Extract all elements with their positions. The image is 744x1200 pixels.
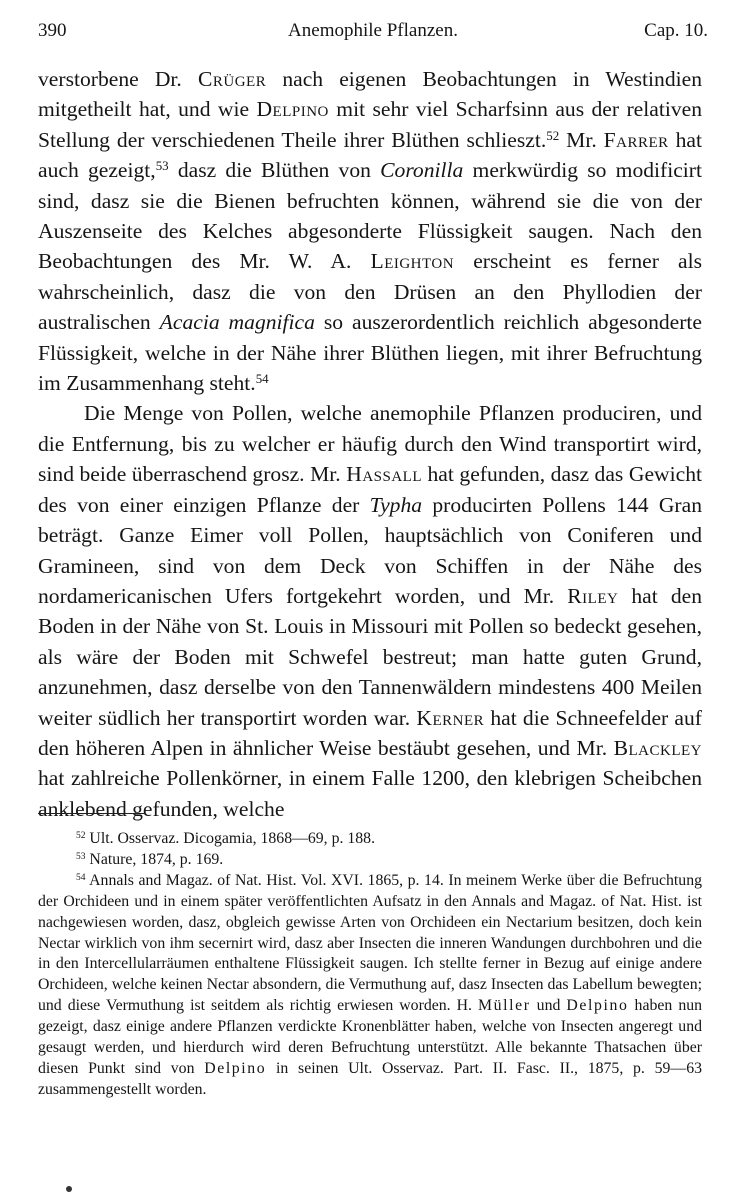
author-name: Blackley — [613, 735, 702, 760]
author-name: Hassall — [346, 462, 422, 487]
main-text — [38, 64, 702, 824]
footnote-52: $^{52}$ Ult. Osservaz. Dicogamia, 1868—69, p. 188. — [76, 830, 376, 847]
footnote-mark: 54 — [76, 872, 86, 883]
author-name: Delpino — [204, 1059, 267, 1077]
author-name: Müller — [478, 997, 531, 1015]
running-title: Anemophile Pflanzen. — [288, 20, 458, 41]
footnotes — [38, 829, 702, 1101]
paragraph-continued: verstorbene Dr. Crüger nach eigenen Beobachtungen in Westindien mitgetheilt hat, und wie Delpino mit sehr viel Scharfsinn aus der relativen Stellung der verschiedenen Theile ihrer Blüthen schlieszt.$^{52}$ Mr. Farrer hat auch gezeigt,$^{53}$ dasz die Blüthen von Coronilla merkwürdig so modificirt sind, dasz sie die Bienen befruchten können, während sie die von der Auszenseite des Kelches abgesonderte Flüssigkeit saugen. Nach den Beobachtungen des Mr. W. A. Leighton erscheint es ferner als wahrscheinlich, dasz die von den Drüsen an den Phyllodien der australischen Acacia magnifica so auszerordentlich reichlich abgesonderte Flüssigkeit, welche in der Nähe ihrer Blüthen liegen, mit ihrer Befruchtung im Zusammenhang steht.$^{54}$ — [38, 67, 703, 396]
page-number: 390 — [38, 20, 67, 41]
author-name: Riley — [567, 583, 619, 608]
author-name: Farrer — [603, 127, 669, 152]
ink-speck — [66, 1186, 72, 1192]
author-name: Leighton — [370, 249, 455, 274]
footnote-mark: 52 — [76, 830, 86, 841]
footnote-separator — [38, 813, 146, 814]
taxon-name: Acacia magnifica — [159, 310, 315, 335]
footnote-54: $^{54}$ Annals and Magaz. of Nat. Hist. Vol. XVI. 1865, p. 14. In meinem Werke über die Befruchtung der Orchideen und in einem später veröffentlichten Aufsatz in den Annals and Magaz. of Nat. Hist. ist nachgewiesen worden, dasz, obgleich gewisse Arten von Orchideen ein Nectarium besitzen, doch kein Nectar wirklich von ihm secernirt wird, dasz aber Insecten die inneren Wandungen durchbohren und die in den Intercellularräumen enthaltene Flüssigkeit saugen. Ich stellte ferner in Bezug auf einige andere Orchideen, welche keinen Nectar absondern, die Vermuthung auf, dasz Insecten das Labellum bewegten; und diese Vermuthung ist seitdem als richtig erwiesen worden. H. Müller und Delpino haben nun gezeigt, dasz einige andere Pflanzen verdickte Kronenblätter haben, welche von Insecten angeregt und gesaugt werden, und hierdurch wird deren Befruchtung unterstützt. Alle bekannte Thatsachen über diesen Punkt sind von Delpino in seinen Ult. Osservaz. Part. II. Fasc. II., 1875, p. 59—63 zusammengestellt worden. — [38, 871, 703, 1098]
running-header — [38, 20, 708, 46]
footnote-reference: 53 — [155, 158, 169, 174]
author-name: Delpino — [256, 97, 329, 122]
author-name: Kerner — [416, 705, 485, 730]
footnote-53: $^{53}$ Nature, 1874, p. 169. — [76, 850, 224, 868]
footnote-reference: 52 — [546, 127, 560, 143]
chapter-label: Cap. 10. — [644, 20, 708, 41]
footnote-reference: 54 — [255, 370, 269, 386]
author-name: Delpino — [566, 997, 629, 1015]
author-name: Crüger — [197, 67, 267, 91]
paragraph: Die Menge von Pollen, welche anemophile Pflanzen produciren, und die Entfernung, bis zu welcher er häufig durch den Wind transportirt wird, sind beide überraschend grosz. Mr. Hassall hat gefunden, dasz das Gewicht des von einer einzigen Pflanze der Typha producirten Pollens 144 Gran beträgt. Ganze Eimer voll Pollen, hauptsächlich von Coniferen und Gramineen, sind von dem Deck von Schiffen in der Nähe des nordamericanischen Ufers fortgekehrt worden, und Mr. Riley hat den Boden in der Nähe von St. Louis in Missouri mit Pollen so bedeckt gesehen, als wäre der Boden mit Schwefel bestreut; man hatte guten Grund, anzunehmen, dasz derselbe von den Tannenwäldern mindestens 400 Meilen weiter südlich her transportirt worden war. Kerner hat die Schneefelder auf den höheren Alpen in ähnlicher Weise bestäubt gesehen, und Mr. Blackley hat zahlreiche Pollenkörner, in einem Falle 1200, den klebrigen Scheibchen anklebend gefunden, welche — [38, 401, 703, 821]
taxon-name: Coronilla — [380, 158, 464, 183]
taxon-name: Typha — [369, 492, 423, 517]
footnote-mark: 53 — [76, 851, 86, 862]
